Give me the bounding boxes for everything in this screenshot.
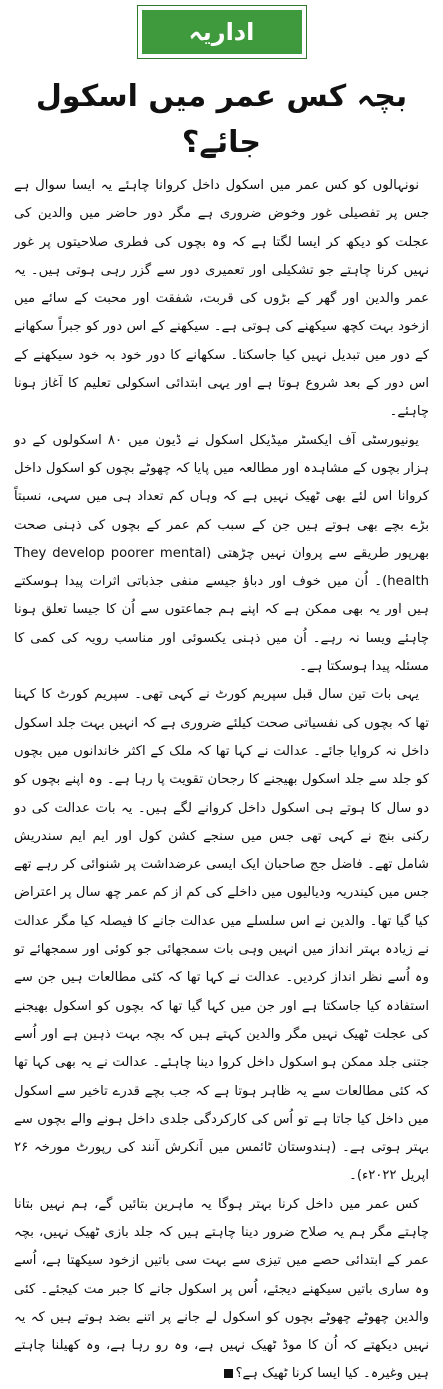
article-body: [8, 172, 435, 1389]
article-paragraph-2: یونیورسٹی آف ایکسٹر میڈیکل اسکول نے ڈیون میں ۸۰ اسکولوں کے دو ہزار بچوں کے مشاہدہ اور مطالعہ میں پایا کہ چھوٹے بچوں کو اسکول داخل کروانا اس لئے بھی ٹھیک نہیں ہے کہ وہاں کم تعداد ہی میں سہی، نسبتاً بڑے بچے بھی ہوتے ہیں جن کے سبب کم عمر کے بچوں کی ذہنی صحت بھرپور طریقے سے پروان نہیں چڑھتی (They develop poorer mental health)۔ اُن میں خوف اور دباؤ جیسے منفی جذباتی اثرات پیدا ہوسکتے ہیں اور یہ بھی ممکن ہے کہ اپنے ہم جماعتوں سے اُن کا جیسا تعلق ہونا چاہئے ویسا نہ رہے۔ اُن میں ذہنی یکسوئی اور مناسب رویہ کی کمی کا مسئلہ پیدا ہوسکتا ہے۔: [14, 432, 429, 675]
section-label: اداریہ: [138, 6, 306, 58]
black-square-icon: [224, 1369, 233, 1378]
article-paragraph-4: [14, 1191, 429, 1389]
article-paragraph-1: نونہالوں کو کس عمر میں اسکول داخل کروانا چاہئے یہ ایسا سوال ہے جس پر تفصیلی غور وخوض ضروری ہے مگر دور حاضر میں والدین کی عجلت کو دیکھ کر ایسا لگتا ہے کہ وہ بچوں کی فطری صلاحیتوں پر غور نہیں کرنا چاہتے جو تشکیلی اور تعمیری دور سے گزر رہی ہوتی ہیں۔ یہ عمر والدین اور گھر کے بڑوں کی قربت، شفقت اور محبت کے سائے میں ازخود بہت کچھ سیکھنے کی ہوتی ہے۔ سیکھنے کے اس دور کو جبراً سکھانے کے دور میں تبدیل نہیں کیا جاسکتا۔ سکھانے کا دور خود بہ خود سیکھنے کے اس دور کے بعد شروع ہوتا ہے اور یہی ابتدائی اسکولی تعلیم کا آغاز ہونا چاہئے۔: [14, 178, 429, 420]
headline: بچہ کس عمر میں اسکول جائے؟: [35, 79, 408, 160]
article-paragraph-4-text: کس عمر میں داخل کرنا بہتر ہوگا یہ ماہرین بتائیں گے، ہم نہیں بتانا چاہتے مگر ہم یہ صلاح ضرور دینا چاہتے ہیں کہ جلد بازی ٹھیک نہیں، بچہ عمر کے ابتدائی حصے میں تیزی سے بہت سی باتیں ازخود سیکھتا ہے، اُسے وہ ساری باتیں سیکھنے دیجئے، اُس پر اسکول جانے کا جبر مت کیجئے۔ کئی والدین چھوٹے چھوٹے بچوں کو اسکول لے جانے پر اتنے بضد ہوتے ہیں کہ یہ نہیں دیکھتے کہ اُن کا موڈ ٹھیک نہیں ہے، وہ رو رہا ہے، وہ کھیلنا چاہتے ہیں وغیرہ۔ کیا ایسا کرنا ٹھیک ہے؟: [14, 1196, 429, 1382]
article-paragraph-3: یہی بات تین سال قبل سپریم کورٹ نے کہی تھی۔ سپریم کورٹ کا کہنا تھا کہ بچوں کی نفسیاتی صحت کیلئے ضروری ہے کہ انہیں بہت جلد اسکول داخل نہ کروایا جائے۔ عدالت نے کہا تھا کہ ملک کے اکثر خاندانوں میں بچوں کو جلد سے جلد اسکول بھیجنے کا رجحان تقویت پا رہا ہے۔ وہ اپنے بچوں کو دو سال کا ہوتے ہی اسکول داخل کروانے لگے ہیں۔ یہ بات عدالت کی دو رکنی بنچ نے کہی تھی جس میں سنجے کشن کول اور ایم ایم سندریش شامل تھے۔ فاضل جج صاحبان ایک ایسی عرضداشت پر شنوائی کر رہے تھے جس میں کیندریہ ودیالیوں میں داخلے کی کم از کم عمر چھ سال پر اعتراض کیا گیا تھا۔ والدین نے اس سلسلے میں عدالت جانے کا فیصلہ کیا مگر عدالت نے زیادہ بہتر انداز میں انہیں وہی بات سمجھائی جو کوئی اور سمجھائے تو وہ اُسے نظر انداز کردیں۔ عدالت نے کہا تھا کہ کئی مطالعات ہیں جن سے استفادہ کیا جاسکتا ہے اور جن میں کہا گیا تھا کہ بچوں کو اسکول بھیجنے کی عجلت ٹھیک نہیں مگر والدین کہتے ہیں کہ بچہ بہت ذہین ہے اور اُسے جتنی جلد ممکن ہو اسکول داخل کروا دینا چاہئے۔ عدالت نے یہ بھی کہا تھا کہ کئی مطالعات سے یہ ظاہر ہوتا ہے کہ جب بچے قدرے تاخیر سے اسکول میں داخل کیا جاتا ہے تو اُس کی کارکردگی جلدی داخل ہونے والے بچوں سے بہتر ہوتی ہے۔ (ہندوستان ٹائمس میں اَنکرش آنند کی رپورٹ مورخہ ۲۶ اپریل ۲۰۲۲ء)۔: [14, 687, 429, 1184]
